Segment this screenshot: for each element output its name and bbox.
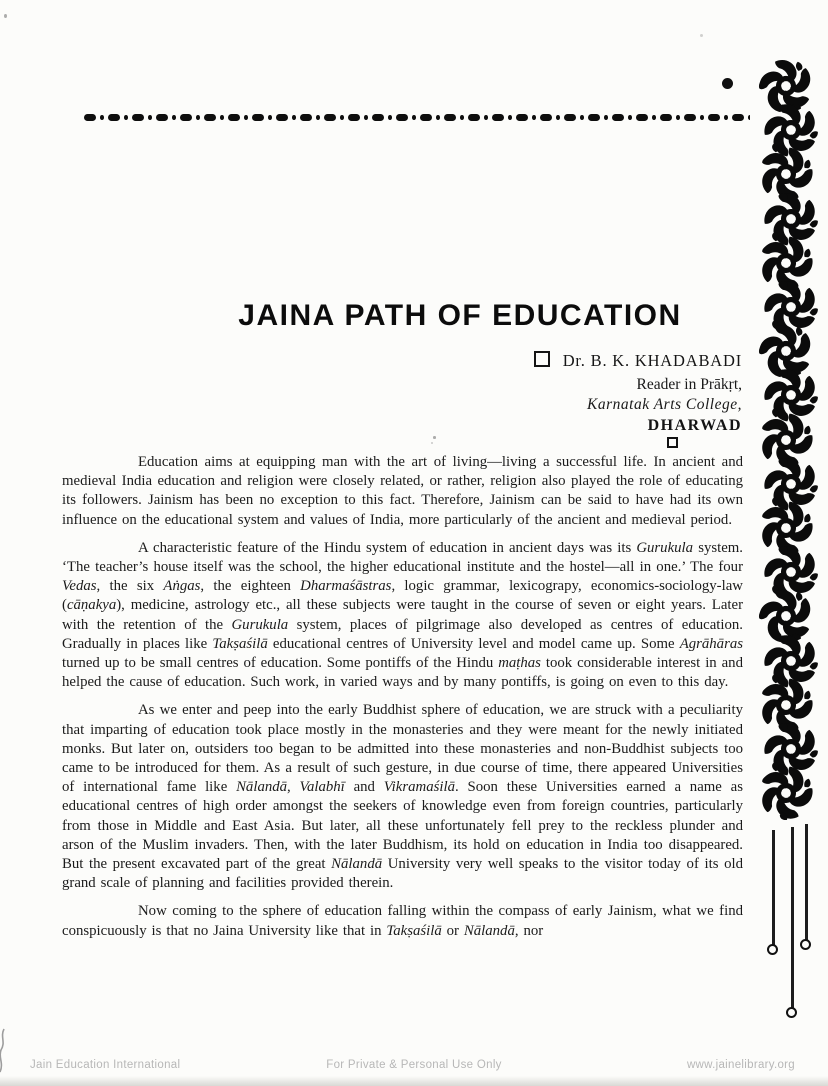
dot-icon (340, 115, 344, 120)
dash-icon (324, 114, 336, 121)
footer-left-text: Jain Education International (30, 1059, 181, 1071)
square-end-marker-icon (667, 437, 678, 448)
dash-icon (588, 114, 600, 121)
text-run: . Soon these Universities earned a name as educational centres of high order amongst the seekers of knowledge even from foreign countries, particularly from those in Middle and East Asia. But later, all these unfortunately fell prey to the reckless plunder and arson of the Muslim invaders. Then, with the later Buddhism, its hold on education in India too disappeared. But the present excavated part of the great (62, 779, 743, 873)
italic-term: Takṣaśilā (212, 635, 268, 652)
dot-icon (436, 115, 440, 120)
italic-term: Aṅgas (163, 578, 201, 595)
italic-term: Nālandā (463, 922, 515, 939)
dot-icon (724, 115, 728, 120)
pendant-ring-icon (786, 1007, 797, 1018)
dash-icon (468, 114, 480, 121)
dot-icon (196, 115, 200, 120)
dot-icon (628, 115, 632, 120)
text-run: , the six (96, 578, 164, 595)
pendant-ring-icon (800, 939, 811, 950)
text-run: or (441, 922, 464, 939)
pendant-line (805, 824, 808, 940)
dot-icon (100, 115, 104, 120)
italic-term: Takṣaśilā (386, 922, 442, 939)
text-run: turned up to be small centres of education. Some pontiffs of the Hindu (62, 655, 499, 672)
italic-term: Agrāhāras (679, 635, 743, 652)
dot-icon (124, 115, 128, 120)
author-block (534, 351, 742, 434)
paisley-motif-icon (753, 760, 819, 826)
dash-icon (636, 114, 648, 121)
text-run: educational centres of University level and model came up. Some (267, 635, 680, 652)
dash-icon (540, 114, 552, 121)
square-bullet-icon (534, 351, 550, 367)
dash-icon (300, 114, 312, 121)
italic-term: Dharmaśāstras (300, 578, 392, 595)
dash-icon (492, 114, 504, 121)
text-run: A characteristic feature of the Hindu system of education in ancient days was its (138, 539, 637, 556)
dot-icon (748, 115, 750, 120)
italic-term: Gurukula (231, 616, 289, 633)
dot-icon (316, 115, 320, 120)
dot-icon (172, 115, 176, 120)
pendant-ring-icon (767, 944, 778, 955)
italic-term: maṭhas (498, 655, 541, 672)
right-border-ornament (756, 58, 820, 828)
dashed-rule-ornament (84, 113, 750, 122)
author-name: Dr. B. K. KHADABADI (562, 351, 742, 370)
dot-icon (244, 115, 248, 120)
dash-icon (180, 114, 192, 121)
dot-icon (364, 115, 368, 120)
scan-edge-mark (0, 1028, 8, 1078)
text-run: system, places of pilgrimage also developed as centres of education. Gradually in places like (62, 616, 744, 652)
dot-icon (676, 115, 680, 120)
footer-center-text: For Private & Personal Use Only (326, 1059, 502, 1071)
dash-icon (156, 114, 168, 121)
italic-term: Nālandā (331, 856, 383, 873)
author-name-line (534, 351, 742, 370)
italic-term: Vikramaśilā (383, 779, 455, 796)
scan-speck (4, 14, 7, 18)
bullet-dot-ornament (722, 78, 733, 89)
text-run: Now coming to the sphere of education falling within the compass of early Jainism, what we find conspicuously is that no Jaina University like that in (62, 903, 743, 939)
text-run: Education aims at equipping man with the art of living—living a successful life. In ancient and medieval India education and religion were closely related, or rather, religion also played the role of educating its followers. Jainism has been no exception to this fact. Therefore, Jainism can be said to have had its own influence on the educational system and values of India, more particularly of the ancient and medieval period. (62, 454, 743, 528)
dash-icon (348, 114, 360, 121)
dash-icon (372, 114, 384, 121)
dash-icon (276, 114, 288, 121)
dash-icon (108, 114, 120, 121)
text-run: took considerable interest in and helped the cause of education. Such work, in varied ways and by many pontiffs, is going on even to this day. (62, 655, 743, 691)
body-paragraph (62, 453, 743, 530)
dot-icon (220, 115, 224, 120)
text-run: and (344, 779, 384, 796)
dash-icon (132, 114, 144, 121)
dot-icon (484, 115, 488, 120)
text-run: , logic grammar, lexicograpy, economics-sociology-law ( (62, 578, 743, 614)
dot-icon (268, 115, 272, 120)
dot-icon (388, 115, 392, 120)
dot-icon (652, 115, 656, 120)
dash-icon (708, 114, 720, 121)
dash-icon (396, 114, 408, 121)
dot-icon (580, 115, 584, 120)
dash-icon (84, 114, 96, 121)
text-run: , (287, 779, 300, 796)
text-run: system. ‘The teacher’s house itself was the school, the higher educational institute and the hostel—all in one.’ The four (62, 539, 743, 576)
footer-right-text: www.jainelibrary.org (686, 1059, 795, 1071)
scan-speck (700, 34, 703, 37)
dot-icon (604, 115, 608, 120)
italic-term: Vedas (62, 578, 97, 595)
author-role: Reader in Prākṛt, (636, 375, 742, 393)
body-paragraph (62, 701, 743, 893)
dash-icon (660, 114, 672, 121)
dash-icon (516, 114, 528, 121)
author-college: Karnatak Arts College, (587, 396, 742, 413)
article-body (62, 453, 743, 950)
text-run: , the eighteen (200, 578, 301, 595)
dash-icon (732, 114, 744, 121)
dash-icon (252, 114, 264, 121)
text-run: , nor (514, 922, 544, 939)
scan-speck (433, 436, 436, 439)
italic-term: cāṇakya (66, 597, 117, 614)
dot-icon (508, 115, 512, 120)
text-run: ), medicine, astrology etc., all these subjects were taught in the course of seven or eight years. Later with the retention of the (62, 597, 743, 633)
dot-icon (460, 115, 464, 120)
text-run: As we enter and peep into the early Buddhist sphere of education, we are struck with a peculiarity that imparting of education took place mostly in the monasteries and they were meant for the newly initiated monks. But later on, outsiders too began to be admitted into these monasteries and non-Buddhist subjects too came to be introduced for them. As a result of such gesture, in due course of time, there appeared Universities of international fame like (62, 702, 743, 796)
dot-icon (532, 115, 536, 120)
dash-icon (564, 114, 576, 121)
dot-icon (556, 115, 560, 120)
dash-icon (444, 114, 456, 121)
scan-speck (431, 442, 433, 444)
dash-icon (228, 114, 240, 121)
dot-icon (700, 115, 704, 120)
dot-icon (148, 115, 152, 120)
scan-bottom-edge (0, 1076, 828, 1086)
dash-icon (204, 114, 216, 121)
text-run: University very well speaks to the visitor today of its old grand scale of planning and facilities provided therein. (62, 856, 743, 892)
dot-icon (412, 115, 416, 120)
body-paragraph (62, 539, 743, 693)
dash-icon (420, 114, 432, 121)
italic-term: Valabhī (299, 779, 345, 796)
dash-icon (612, 114, 624, 121)
author-city: DHARWAD (647, 416, 742, 434)
italic-term: Gurukula (636, 539, 694, 556)
italic-term: Nālandā (236, 779, 288, 796)
pendant-line (772, 830, 775, 945)
body-paragraph (62, 902, 743, 940)
pendant-line (791, 827, 794, 1008)
dash-icon (684, 114, 696, 121)
dot-icon (292, 115, 296, 120)
page-title: JAINA PATH OF EDUCATION (238, 299, 682, 332)
